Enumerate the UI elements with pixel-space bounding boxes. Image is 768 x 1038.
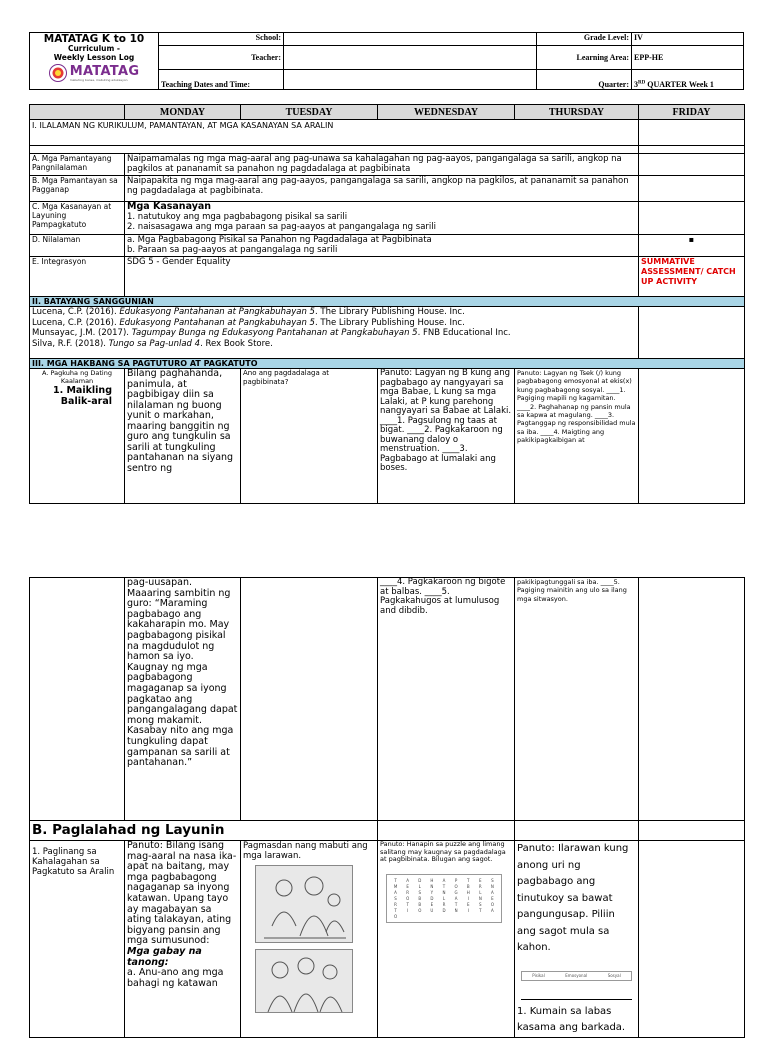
puzzle-cell: E — [466, 901, 470, 907]
puzzle-cell: E — [430, 901, 434, 907]
puzzle-cell: B — [418, 895, 422, 901]
row-d-friday: ▪ — [639, 235, 745, 257]
doc-subtitle-1: Curriculum - — [67, 44, 121, 53]
day-thursday: THURSDAY — [515, 105, 639, 120]
gabay-tanong-label: Mga gabay na tanong: — [127, 945, 202, 968]
quarter-value: 3RD QUARTER Week 1 — [632, 70, 744, 90]
puzzle-cell: A — [394, 889, 397, 895]
puzzle-cell: D — [442, 907, 446, 913]
puzzle-cell: E — [479, 877, 482, 883]
logo-wordmark: MATATAG — [69, 63, 140, 79]
puzzle-cell: N — [478, 895, 482, 901]
choice-1: Pisikal — [532, 973, 545, 978]
day-friday: FRIDAY — [639, 105, 745, 120]
row-e-text: SDG 5 - Gender Equality — [125, 257, 639, 297]
puzzle-cell: E — [491, 895, 494, 901]
thursday-balik-aral-cont: pakikipagtunggali sa iba. ____5. Pagiging mainitin ang ulo sa ilang mga sitwasyon. — [515, 578, 639, 821]
puzzle-cell: O — [454, 883, 458, 889]
teacher-label: Teacher: — [159, 46, 284, 70]
lesson-table-page-2 — [29, 577, 745, 1038]
row-a-text: Naipamamalas ng mga mag-aaral ang pag-unawa sa kahalagahan ng pag-aayos, pangangalaga sa sarili, angkop na pagkilos at pananamit sa panahon ng pagdadalaga at pagbibinata — [125, 154, 639, 176]
section-3-title: III. MGA HAKBANG SA PAGTUTURO AT PAGKATUTO — [30, 359, 745, 369]
puzzle-cell: P — [454, 877, 458, 883]
monday-balik-aral: Bilang paghahanda, panimula, at pagbibigay diin sa nilalaman ng buong yunit o markahan, maaring banggitin ng guro ang tungkulin sa sarili at tungkuling pantahanan na siyang sentro ng — [125, 369, 241, 504]
wednesday-balik-aral-cont: ____4. Pagkakaroon ng bigote at balbas. ____5. Pagkakahugos at lumulusog and dibdib. — [378, 578, 515, 821]
puzzle-cell: H — [466, 889, 470, 895]
row-c-head: Mga Kasanayan — [127, 201, 212, 212]
teacher-value — [284, 46, 537, 70]
section-2-title: II. BATAYANG SANGGUNIAN — [30, 297, 745, 307]
ref-4: Silva, R.F. (2018). Tungo sa Pag-unlad 4. Rex Book Store. — [32, 338, 273, 349]
choice-box — [521, 971, 632, 981]
row-e-label: E. Integrasyon — [30, 257, 125, 297]
row-b-label: B. Mga Pamantayan sa Pagganap — [30, 176, 125, 202]
quarter-label: Quarter: — [537, 70, 632, 90]
section-1-title: I. ILALAMAN NG KURIKULUM, PAMANTAYAN, AT MGA KASANAYAN SA ARALIN — [30, 120, 639, 146]
tuesday-layunin — [241, 841, 378, 1038]
hakbang-a-label: A. Pagkuha ng Dating Kaalaman 1. Maikling Balik-aral — [30, 369, 125, 504]
lesson-table-page-1 — [29, 104, 745, 504]
puzzle-cell: L — [442, 895, 446, 901]
thursday-layunin — [515, 841, 639, 1038]
tuesday-balik-aral: Ano ang pagdadalaga at pagbibinata? — [241, 369, 378, 504]
ref-3: Munsayac, J.M. (2017). Tagumpay Bunga ng Edukasyong Pantahanan at Pangkabuhayan 5. FNB Educational Inc. — [32, 328, 511, 338]
row-a-label: A. Mga Pamantayang Pangnilalaman — [30, 154, 125, 176]
monday-layunin: Panuto: Bilang isang mag-aaral na nasa ika-apat na baitang, may mga pagbabagong nagaganap sa inyong katawan. Upang tayo ay magabayan sa ating talakayan, ating bigyang pansin ang mga sumusunod: Mga gabay na tanong: a. Anu-ano ang mga bahagi ng katawan — [125, 841, 241, 1038]
wednesday-layunin — [378, 841, 515, 1038]
puzzle-cell: A — [442, 877, 446, 883]
group-sketch-icon — [256, 950, 352, 1012]
puzzle-cell: L — [479, 889, 482, 895]
row-c-item-2: 2. naisasagawa ang mga paraan sa pag-aayos at pangangalaga ng sarili — [127, 222, 436, 232]
logo-cell — [30, 33, 159, 90]
dates-value — [284, 70, 537, 90]
hakbang-a-sub: 1. Maikling Balik-aral — [52, 385, 112, 407]
puzzle-cell: L — [418, 883, 421, 889]
puzzle-cell: A — [406, 877, 410, 883]
puzzle-cell: S — [479, 901, 482, 907]
header-table — [29, 32, 744, 90]
day-tuesday: TUESDAY — [241, 105, 378, 120]
puzzle-cell: R — [406, 889, 410, 895]
grade-label: Grade Level: — [537, 33, 632, 46]
puzzle-cell: O — [406, 895, 410, 901]
day-header-row — [30, 105, 745, 120]
grade-value: IV — [632, 33, 744, 46]
sketch-image-1 — [255, 865, 353, 943]
sketch-image-2 — [255, 949, 353, 1013]
logo-tagline: mabuting bansa, mabuting edukasyon — [69, 77, 128, 82]
puzzle-cell: G — [454, 889, 458, 895]
puzzle-cell: R — [394, 901, 397, 907]
school-label: School: — [159, 33, 284, 46]
family-sketch-icon — [256, 866, 352, 942]
row-c-label: C. Mga Kasanayan at Layuning Pampagkatuto — [30, 202, 125, 235]
puzzle-cell: D — [430, 895, 434, 901]
day-wednesday: WEDNESDAY — [378, 105, 515, 120]
thursday-item-1: 1. Kumain sa labas kasama ang barkada. — [517, 1005, 626, 1033]
choice-3: Sosyal — [607, 973, 621, 978]
thursday-instruction: Panuto: Ilarawan kung anong uri ng pagbabago ang tinutukoy sa bawat pangungusap. Piliin ang sagot mula sa kahon. — [517, 843, 629, 953]
dates-label: Teaching Dates and Time: — [159, 70, 284, 90]
puzzle-cell: A — [454, 895, 458, 901]
puzzle-cell: D — [418, 877, 422, 883]
row-b-text: Naipapakita ng mga mag-aaral ang pag-aayos, pangangalaga sa sarili, angkop na pagkilos, at pananamit sa panahon ng pagdadalaga at pagbibinata. — [125, 176, 639, 202]
choice-2: Emosyonal — [565, 973, 588, 978]
puzzle-cell: T — [406, 901, 409, 907]
puzzle-cell: B — [418, 901, 422, 907]
puzzle-cell: R — [478, 883, 482, 889]
puzzle-cell: T — [466, 877, 470, 883]
puzzle-cell: A — [491, 889, 494, 895]
puzzle-cell: N — [454, 907, 458, 913]
wednesday-instruction: Panuto: Hanapin sa puzzle ang limang salitang may kaugnay sa pagdadalaga at pagbibinata. Bilugan ang sagot. — [380, 840, 506, 864]
puzzle-cell: N — [490, 883, 494, 889]
puzzle-cell: U — [430, 907, 434, 913]
answer-line — [521, 999, 632, 1000]
puzzle-cell: M — [393, 883, 398, 889]
puzzle-cell: T — [479, 907, 482, 913]
section-b-title: B. Paglalahad ng Layunin — [30, 821, 241, 841]
puzzle-cell: T — [442, 883, 446, 889]
puzzle-cell: I — [467, 895, 469, 901]
puzzle-cell: O — [490, 901, 494, 907]
tuesday-instruction: Pagmasdan nang mabuti ang mga larawan. — [243, 841, 368, 861]
day-monday: MONDAY — [125, 105, 241, 120]
monday-balik-aral-cont: pag-uusapan. Maaaring sambitin ng guro: “Maraming pagbabago ang kakaharapin mo. May pagbabagong pisikal na magdudulot ng hamon sa iyo. Kaugnay ng mga pagbabagong magaganap sa iyong pagkatao ang pangangalagang dapat mong makamit. Kasabay nito ang mga tungkuling dapat gampanan sa sarili at pantahanan.” — [125, 578, 241, 821]
puzzle-cell: S — [394, 895, 397, 901]
puzzle-cell: N — [430, 883, 434, 889]
puzzle-cell: B — [466, 883, 470, 889]
row-d-b: b. Paraan sa pag-aayos at pangangalaga ng sarili — [127, 245, 338, 255]
puzzle-cell: O — [393, 913, 398, 919]
puzzle-cell: I — [407, 907, 409, 913]
row-e-friday: SUMMATIVE ASSESSMENT/ CATCH UP ACTIVITY — [639, 257, 745, 297]
puzzle-cell: Y — [430, 889, 434, 895]
puzzle-cell: N — [442, 889, 446, 895]
row-c-content — [125, 202, 639, 235]
thursday-balik-aral: Panuto: Lagyan ng Tsek (/) kung pagbabagong emosyonal at ekis(x) kung pagbabagong sosyal. ____1. Pagiging mapili ng kagamitan. ____2. Paghahanap ng pansin mula sa kapwa at magulang. ____3. Pagtanggap ng responsibilidad mula sa iba. ____4. Maigting ang pakikipagkaibigan at — [515, 369, 639, 504]
row-d-label: D. Nilalaman — [30, 235, 125, 257]
row-d-content — [125, 235, 639, 257]
puzzle-grid — [390, 878, 498, 919]
puzzle-cell: A — [491, 907, 494, 913]
puzzle-cell: T — [394, 907, 397, 913]
puzzle-cell: S — [491, 877, 494, 883]
puzzle-cell: R — [442, 901, 446, 907]
row-d-a: a. Mga Pagbabagong Pisikal sa Panahon ng Pagdadalaga at Pagbibinata — [127, 235, 432, 245]
ref-2: Lucena, C.P. (2016). Edukasyong Pantahanan at Pangkabuhayan 5. The Library Publishing House. Inc. — [32, 317, 465, 328]
school-value — [284, 33, 537, 46]
matatag-logo — [32, 64, 156, 82]
wednesday-balik-aral: Panuto: Lagyan ng B kung ang pagbabago ay nangyayari sa mga Babae, L kung sa mga Lalaki, at P kung parehong nangyayari sa Babae at Lalaki. ____1. Pagsulong ng taas at bigat. ____2. Pagkakaroon ng buwanang daloy o menstruation. ____3. Pagbabago at lumalaki ang boses. — [378, 369, 515, 504]
doc-subtitle-2: Weekly Lesson Log — [53, 53, 135, 62]
puzzle-cell: E — [406, 883, 409, 889]
puzzle-cell: I — [467, 907, 469, 913]
puzzle-cell: T — [454, 901, 458, 907]
puzzle-cell: S — [418, 889, 422, 895]
gabay-tanong-a: a. Anu-ano ang mga bahagi ng katawan — [127, 967, 224, 989]
day-header-blank — [30, 105, 125, 120]
references-list — [30, 307, 639, 359]
area-value: EPP-HE — [632, 46, 744, 70]
hakbang-b-label: 1. Paglinang sa Kahalagahan sa Pagkatuto sa Aralin — [30, 841, 125, 1038]
puzzle-cell: O — [418, 907, 422, 913]
doc-title: MATATAG K to 10 — [43, 33, 145, 45]
puzzle-cell: T — [394, 877, 397, 883]
deped-seal-icon — [49, 64, 67, 82]
row-c-item-1: 1. natutukoy ang mga pagbabagong pisikal sa sarili — [127, 212, 348, 222]
puzzle-cell: H — [430, 877, 434, 883]
area-label: Learning Area: — [537, 46, 632, 70]
ref-1: Lucena, C.P. (2016). Edukasyong Pantahanan at Pangkabuhayan 5. The Library Publishing House. Inc. — [32, 307, 465, 317]
word-puzzle — [386, 874, 502, 923]
